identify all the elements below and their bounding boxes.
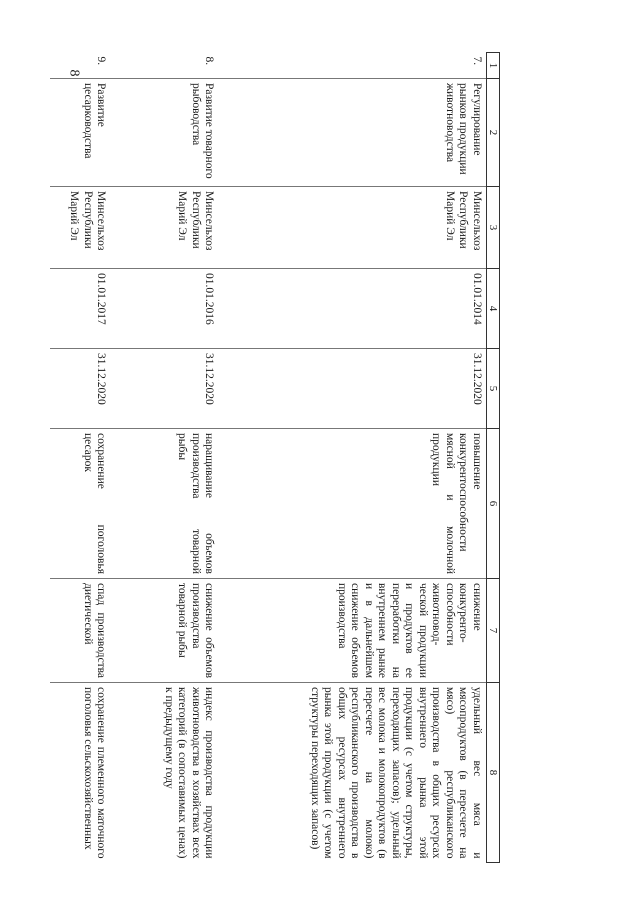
end-date: 31.12.2020 [219, 349, 487, 429]
consequences: снижение конкуренто-способности животновод-ческой продукции и продуктов ее переработки на внутреннем рынке и в дальнейшем снижение объемов производства [219, 579, 487, 683]
measures-table [51, 52, 501, 863]
end-date: 31.12.2020 [111, 349, 219, 429]
executor: Минсельхоз Республики Марий Эл [111, 187, 219, 269]
indicator: удельный вес мяса и мясопродуктов (в пересчете на мясо) республиканского производства в общих ресурсах внутреннего рынка этой продукции (с учетом структуры, переходящих запасов); удельный вес молока и молокопродуктов (в пересчете на молоко) республиканского производства в общих ресурсах внутреннего рынка этой продукции (с учетом структуры переходящих запасов) [219, 683, 487, 863]
table-row [51, 53, 111, 863]
expected-result: сохранение поголовья цесарок [51, 429, 111, 579]
row-number: 8. [111, 53, 219, 79]
header-cell: 1 [487, 53, 500, 79]
header-cell: 5 [487, 349, 500, 429]
table-row [111, 53, 219, 863]
row-number: 9. [51, 53, 111, 79]
measure-name: Развитие цесарководства [51, 79, 111, 187]
start-date: 01.01.2014 [219, 269, 487, 349]
header-cell: 8 [487, 683, 500, 863]
expected-result: повышение конкурентоспособности мясной и молочной продукции [219, 429, 487, 579]
table-header-row [487, 53, 500, 863]
indicator: сохранение племенного маточного поголовья сельскохозяйственных [51, 683, 111, 863]
measure-name: Регулирование рынков продукции животноводства [219, 79, 487, 187]
row-number: 7. [219, 53, 487, 79]
measure-name: Развитие товарного рыбоводства [111, 79, 219, 187]
start-date: 01.01.2017 [51, 269, 111, 349]
end-date: 31.12.2020 [51, 349, 111, 429]
indicator: индекс производства продукции животноводства в хозяйствах всех категорий (в сопоставимых ценах) к предыдущему году [111, 683, 219, 863]
expected-result: наращивание объемов производства товарной рыбы [111, 429, 219, 579]
header-cell: 6 [487, 429, 500, 579]
executor: Минсельхоз Республики Марий Эл [51, 187, 111, 269]
header-cell: 4 [487, 269, 500, 349]
table-row [219, 53, 487, 863]
executor: Минсельхоз Республики Марий Эл [219, 187, 487, 269]
header-cell: 2 [487, 79, 500, 187]
header-cell: 3 [487, 187, 500, 269]
consequences: спад производства диетической [51, 579, 111, 683]
header-cell: 7 [487, 579, 500, 683]
page-number: 8 [66, 69, 82, 77]
start-date: 01.01.2016 [111, 269, 219, 349]
rotated-sheet [68, 52, 500, 862]
consequences: снижение объемов производства товарной рыбы [111, 579, 219, 683]
